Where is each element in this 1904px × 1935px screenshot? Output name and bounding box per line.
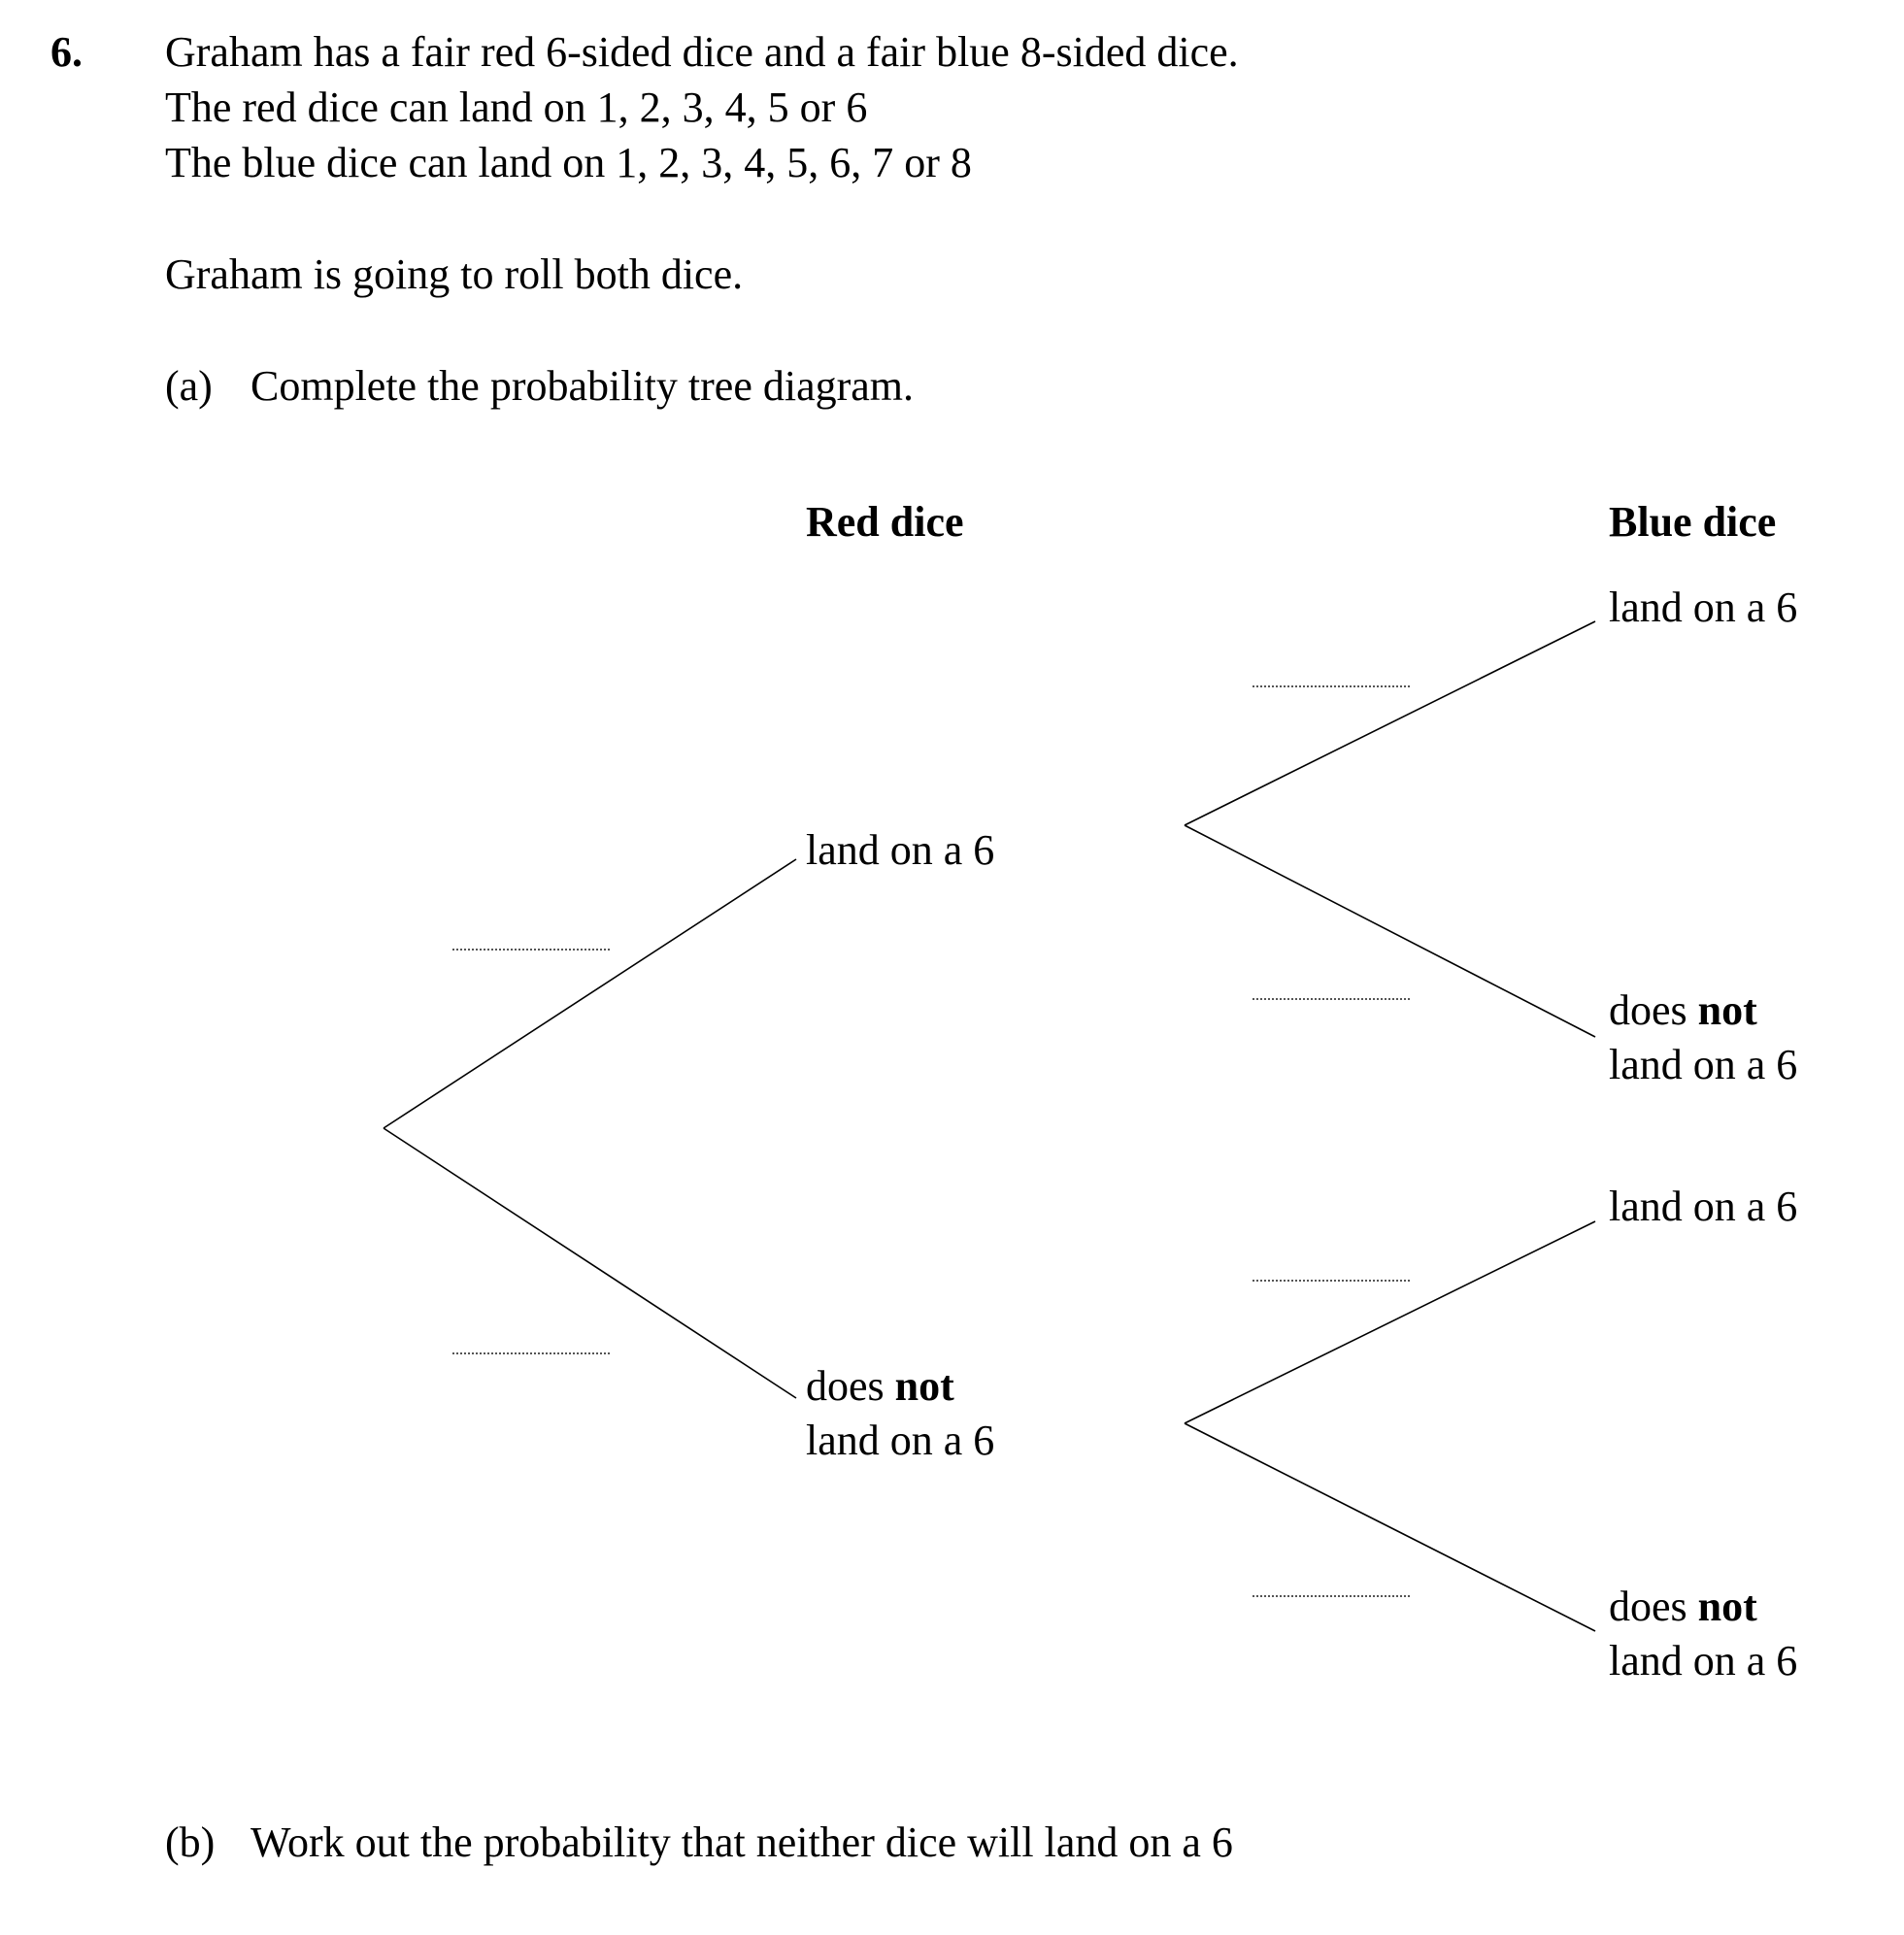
blue-dice-heading: Blue dice: [1609, 498, 1777, 546]
part-b-text: Work out the probability that neither dice will land on a 6: [251, 1818, 1233, 1866]
blue-upper-outcome-not-six: does not land on a 6: [1609, 986, 1798, 1088]
answer-line-blue-lower-not-six[interactable]: [1253, 1595, 1410, 1597]
part-b-label: (b): [165, 1818, 216, 1866]
blue-upper-outcome-six: land on a 6: [1609, 584, 1798, 631]
answer-line-blue-lower-six[interactable]: [1253, 1280, 1410, 1282]
intro-line-3: The blue dice can land on 1, 2, 3, 4, 5, 6, 7 or 8: [165, 139, 972, 186]
branch-red-six: [384, 859, 796, 1128]
branch-blue-lower-six: [1185, 1221, 1595, 1423]
branch-blue-upper-six: [1185, 621, 1595, 825]
red-outcome-not-six: does not land on a 6: [806, 1362, 995, 1464]
branch-red-not-six: [384, 1128, 796, 1398]
blue-lower-outcome-not-six: does not land on a 6: [1609, 1583, 1798, 1685]
part-a-label: (a): [165, 362, 213, 410]
red-dice-heading: Red dice: [806, 498, 964, 546]
intro-line-1: Graham has a fair red 6-sided dice and a fair blue 8-sided dice.: [165, 28, 1239, 76]
answer-line-red-not-six[interactable]: [452, 1352, 610, 1354]
part-b: [165, 1818, 1233, 1867]
branch-blue-lower-not-six: [1185, 1423, 1595, 1631]
question-number: 6.: [50, 28, 83, 76]
statement-line: Graham is going to roll both dice.: [165, 250, 744, 298]
blue-lower-outcome-six: land on a 6: [1609, 1183, 1798, 1230]
answer-line-blue-upper-six[interactable]: [1253, 685, 1410, 687]
branch-blue-upper-not-six: [1185, 825, 1595, 1037]
intro-line-2: The red dice can land on 1, 2, 3, 4, 5 or 6: [165, 83, 868, 131]
red-outcome-six: land on a 6: [806, 826, 995, 874]
answer-line-red-six[interactable]: [452, 949, 610, 951]
answer-line-blue-upper-not-six[interactable]: [1253, 998, 1410, 1000]
part-a-text: Complete the probability tree diagram.: [251, 362, 915, 410]
